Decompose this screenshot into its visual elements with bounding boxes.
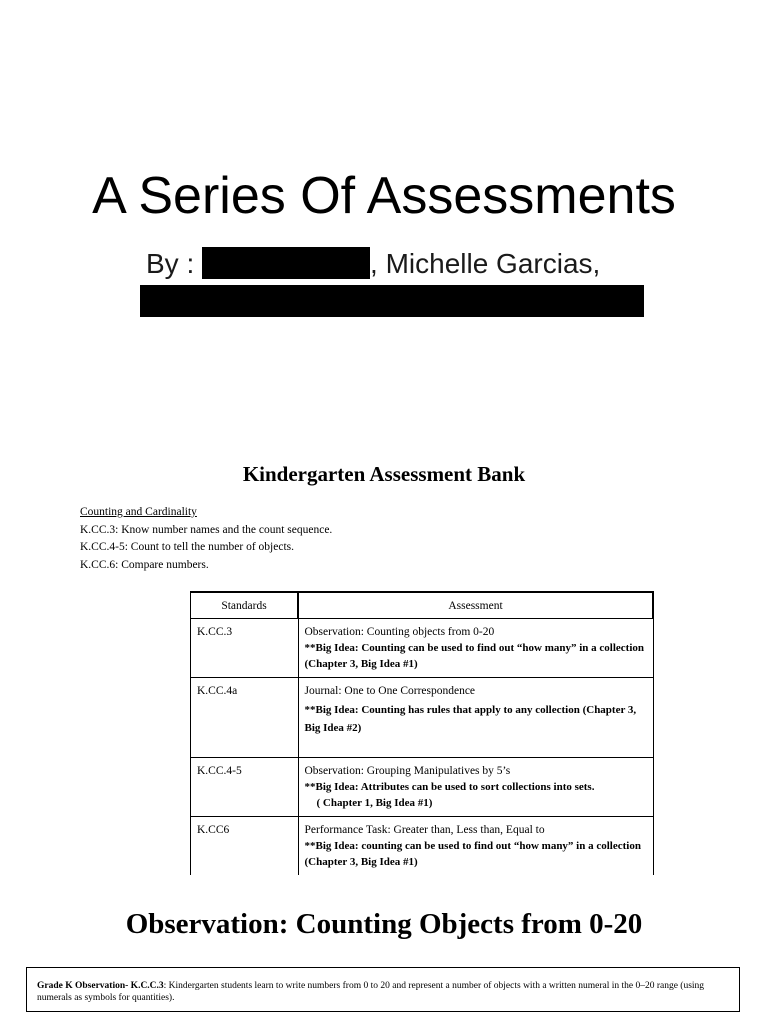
standard-cell: K.CC6 [191,817,299,876]
byline [146,246,600,282]
standard-cell: K.CC.3 [191,619,299,678]
observation-title: Observation: Counting Objects from 0-20 [125,908,643,940]
standard-line: K.CC.4-5: Count to tell the number of objects. [80,541,295,553]
big-idea: **Big Idea: Attributes can be used to sort collections into sets. [304,781,595,793]
big-idea: **Big Idea: Counting has rules that apply to any collection (Chapter 3, Big Idea #2) [304,704,637,734]
column-header-standards: Standards [191,592,299,619]
table-header-row [191,592,654,619]
standards-heading: Counting and Cardinality [80,506,197,518]
standards-list [80,504,332,574]
standard-line: K.CC.6: Compare numbers. [80,558,209,571]
assessment-cell [298,817,653,876]
big-idea: **Big Idea: counting can be used to find out “how many” in a collection (Chapter 3, Big Idea #1) [304,840,641,868]
assessment-cell [298,758,653,817]
assessment-table [190,591,654,875]
assessment-cell [298,619,653,678]
table-row [191,817,654,876]
big-idea-reference: ( Chapter 1, Big Idea #1) [316,797,433,809]
table-row [191,619,654,678]
standard-cell: K.CC.4-5 [191,758,299,817]
grade-box-label: Grade K Observation- K.C.C.3 [37,981,164,991]
redaction-bar [202,247,370,279]
byline-author: , Michelle Garcias, [370,248,601,279]
assessment-cell [298,678,653,758]
assessment-name: Performance Task: Greater than, Less than, Equal to [304,824,545,836]
redaction-bar [140,285,644,317]
assessment-name: Journal: One to One Correspondence [304,685,476,697]
standard-line: K.CC.3: Know number names and the count sequence. [80,523,333,536]
byline-prefix: By : [146,248,195,279]
assessment-name: Observation: Counting objects from 0-20 [304,626,495,638]
page-title: A Series Of Assessments [92,167,676,225]
table-row [191,678,654,758]
assessment-bank-title: Kindergarten Assessment Bank [242,462,526,486]
column-header-assessment: Assessment [298,592,653,619]
grade-box-text: : Kindergarten students learn to write numbers from 0 to 20 and represent a number of objects with a written numeral in the 0–20 range (using numerals as symbols for quantities). [37,981,705,1003]
assessment-name: Observation: Grouping Manipulatives by 5’s [304,765,511,777]
grade-k-observation-box [26,967,740,1012]
standard-cell: K.CC.4a [191,678,299,758]
table-row [191,758,654,817]
big-idea: **Big Idea: Counting can be used to find out “how many” in a collection (Chapter 3, Big Idea #1) [304,642,645,670]
